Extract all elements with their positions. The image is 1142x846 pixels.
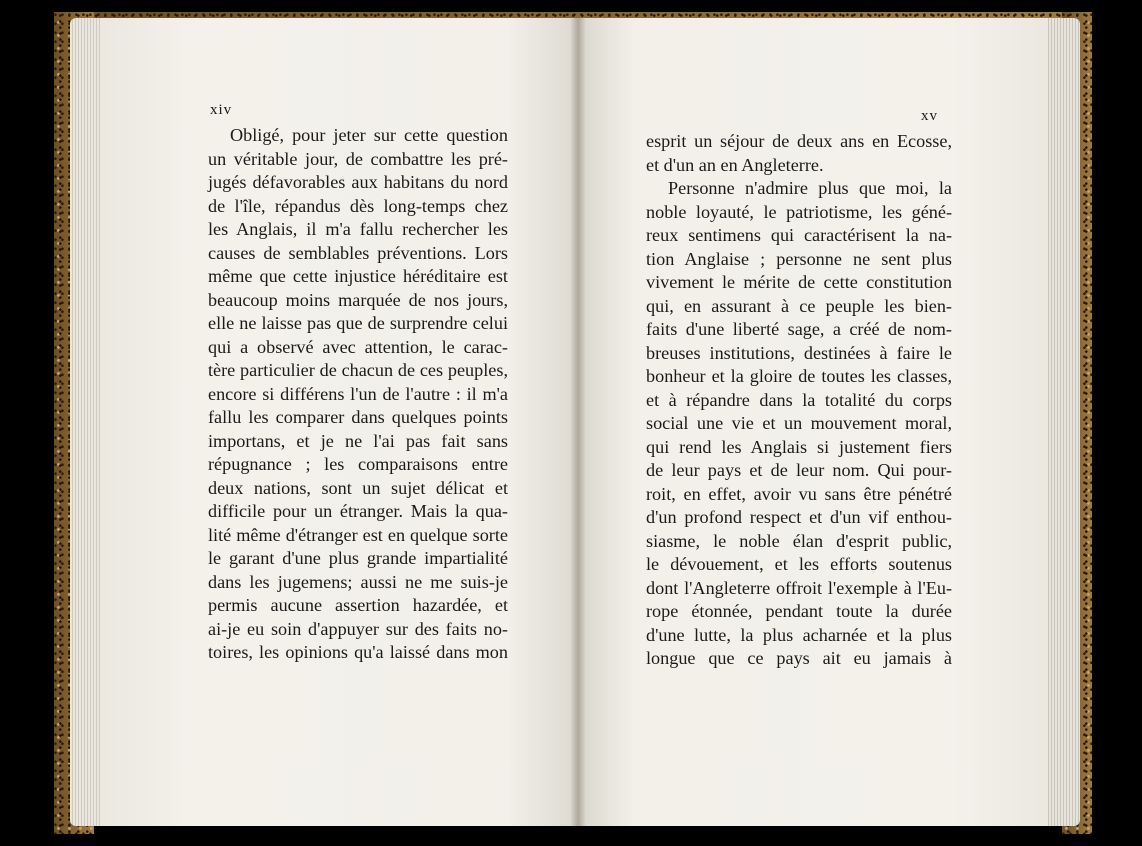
text-line: roit, en effet, avoir vu sans être pénétré [646, 483, 952, 504]
text-line: elle ne laisse pas que de surprendre celui [208, 313, 508, 333]
text-line: le dévouement, et les efforts soutenus [646, 554, 952, 574]
text-line: répugnance ; les comparaisons entre [208, 454, 508, 474]
text-line: jugés défavorables aux habitans du nord [208, 172, 508, 192]
book-gutter [570, 18, 586, 826]
text-line: qui rend les Anglais si justement fiers [646, 436, 952, 457]
text-line: qui a observé avec attention, le carac- [208, 336, 508, 357]
text-line: les Anglais, il m'a fallu rechercher les [208, 219, 508, 239]
text-line: breuses institutions, destinées à faire le [646, 342, 952, 363]
text-line: siasme, le noble élan d'esprit public, [646, 530, 952, 551]
text-line: le garant d'une plus grande impartialité [208, 548, 508, 568]
text-line: social une vie et un mouvement moral, [646, 413, 952, 433]
text-line: esprit un séjour de deux ans en Ecosse, [646, 131, 952, 151]
text-line: et à répandre dans la totalité du corps [646, 389, 952, 410]
text-line: d'une lutte, la plus acharnée et la plus [646, 624, 952, 645]
text-line: dont l'Angleterre offroit l'exemple à l'Eu- [646, 577, 952, 598]
text-line: et d'un an en Angleterre. [646, 154, 824, 175]
text-line: beaucoup moins marquée de nos jours, [208, 289, 508, 310]
text-line: de leur pays et de leur nom. Qui pour- [646, 460, 952, 480]
text-line: reux sentimens qui caractérisent la na- [646, 225, 952, 245]
page-number: xv [921, 108, 938, 124]
text-line: deux nations, sont un sujet délicat et [208, 477, 508, 498]
text-line: tion Anglaise ; personne ne sent plus [646, 248, 952, 269]
page-text [646, 130, 952, 671]
text-line: lité même d'étranger est en quelque sorte [208, 524, 508, 545]
text-line: difficile pour un étranger. Mais la qua- [208, 501, 508, 521]
left-page [100, 18, 578, 826]
text-line: faits d'une liberté sage, a créé de nom- [646, 319, 952, 339]
text-line: permis aucune assertion hazardée, et [208, 595, 508, 615]
text-line: Personne n'admire plus que moi, la [668, 178, 952, 198]
text-line: tère particulier de chacun de ces peuples, [208, 360, 508, 380]
text-line: rope étonnée, pendant toute la durée [646, 601, 952, 621]
text-line: toires, les opinions qu'a laissé dans mon [208, 642, 508, 662]
text-line: importans, et je ne l'ai pas fait sans [208, 430, 508, 451]
text-line: noble loyauté, le patriotisme, les géné- [646, 201, 952, 222]
right-page [578, 18, 1048, 826]
text-line: un véritable jour, de combattre les pré- [208, 148, 508, 169]
text-line: dans les jugemens; aussi ne me suis-je [208, 571, 508, 592]
text-line: d'un profond respect et d'un vif enthou- [646, 507, 952, 527]
text-line: longue que ce pays ait eu jamais à [646, 648, 952, 668]
page-text [208, 124, 508, 665]
text-line: même que cette injustice héréditaire est [208, 266, 508, 286]
text-line: qui, en assurant à ce peuple les bien- [646, 295, 952, 316]
text-line: vivement le mérite de cette constitution [646, 272, 952, 292]
text-line: fallu les comparer dans quelques points [208, 407, 508, 427]
text-line: encore si différens l'un de l'autre : il m'a [208, 383, 508, 404]
text-line: causes de semblables préventions. Lors [208, 242, 508, 263]
text-line: bonheur et la gloire de toutes les classes, [646, 366, 952, 386]
text-line: Obligé, pour jeter sur cette question [230, 125, 508, 145]
text-line: de l'île, répandus dès long-temps chez [208, 195, 508, 216]
text-line: ai-je eu soin d'appuyer sur des faits no- [208, 618, 508, 639]
page-number: xiv [210, 102, 233, 118]
